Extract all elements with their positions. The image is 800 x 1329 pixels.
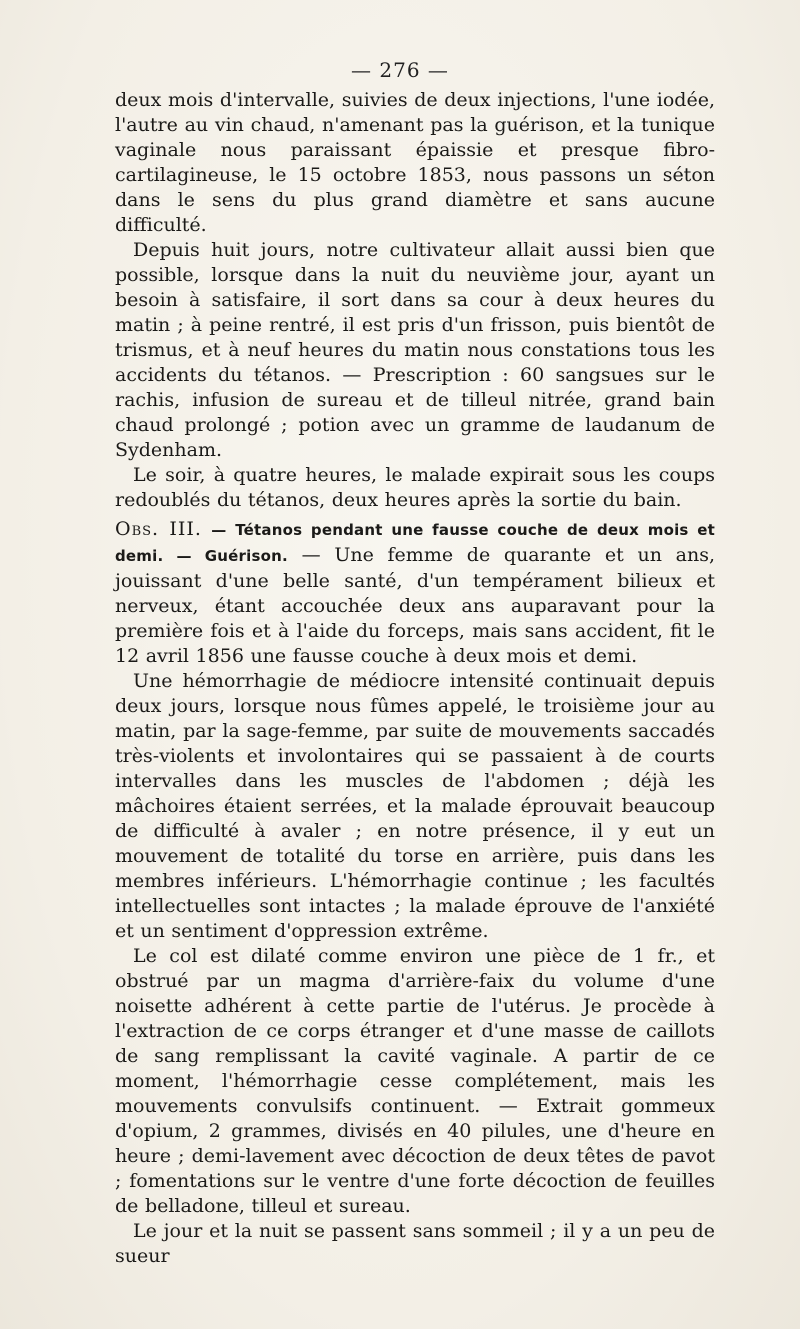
observation-text: — Une femme de quarante et un ans, jouissant d'une belle santé, d'un tempérament bilieux et nerveux, étant accouchée deux ans auparavant pour la première fois et à l'aide du forceps, mais sans accident, fit le 12 avril 1856 une fausse couche à deux mois et demi. [115, 544, 715, 667]
paragraph-7: Le jour et la nuit se passent sans sommeil ; il y a un peu de sueur [115, 1220, 715, 1267]
paragraph-6: Le col est dilaté comme environ une pièce de 1 fr., et obstrué par un magma d'arrière-faix du volume d'une noisette adhérent à cette partie de l'utérus. Je procède à l'extraction de ce corps étranger et d'une masse de caillots de sang remplissant la cavité vaginale. A partir de ce moment, l'hémorrhagie cesse complétement, mais les mouvements convulsifs continuent. — Extrait gommeux d'opium, 2 grammes, divisés en 40 pilules, une d'heure en heure ; demi-lavement avec décoction de deux têtes de pavot ; fomentations sur le ventre d'une forte décoction de feuilles de belladone, tilleul et sureau. [115, 945, 715, 1217]
page-number: — 276 — [351, 58, 449, 82]
paragraph-5: Une hémorrhagie de médiocre intensité continuait depuis deux jours, lorsque nous fûmes appelé, le troisième jour au matin, par la sage-femme, par suite de mouvements saccadés très-violents et involontaires qui se passaient à de courts intervalles dans les muscles de l'abdomen ; déjà les mâchoires étaient serrées, et la malade éprouvait beaucoup de difficulté à avaler ; en notre présence, il y eut un mouvement de totalité du torse en arrière, puis dans les membres inférieurs. L'hémorrhagie continue ; les facultés intellectuelles sont intactes ; la malade éprouve de l'anxiété et un sentiment d'oppression extrême. [115, 670, 715, 942]
paragraph-2: Depuis huit jours, notre cultivateur allait aussi bien que possible, lorsque dans la nuit du neuvième jour, ayant un besoin à satisfaire, il sort dans sa cour à deux heures du matin ; à peine rentré, il est pris d'un frisson, puis bientôt de trismus, et à neuf heures du matin nous constations tous les accidents du tétanos. — Prescription : 60 sangsues sur le rachis, infusion de sureau et de tilleul nitrée, grand bain chaud prolongé ; potion avec un gramme de laudanum de Sydenham. [115, 239, 715, 461]
paragraph-1: deux mois d'intervalle, suivies de deux injections, l'une iodée, l'autre au vin chaud, n'amenant pas la guérison, et la tunique vaginale nous paraissant épaissie et presque fibro-cartilagineuse, le 15 octobre 1853, nous passons un séton dans le sens du plus grand diamètre et sans aucune difficulté. [115, 89, 715, 236]
observation-3 [115, 517, 715, 669]
paragraph-3: Le soir, à quatre heures, le malade expirait sous les coups redoublés du tétanos, deux heures après la sortie du bain. [115, 464, 715, 511]
observation-title: — Tétanos pendant une fausse couche de deux mois et demi. — Guérison. [115, 521, 715, 565]
body-text [115, 88, 715, 1269]
observation-label: Obs. III. [115, 518, 202, 540]
